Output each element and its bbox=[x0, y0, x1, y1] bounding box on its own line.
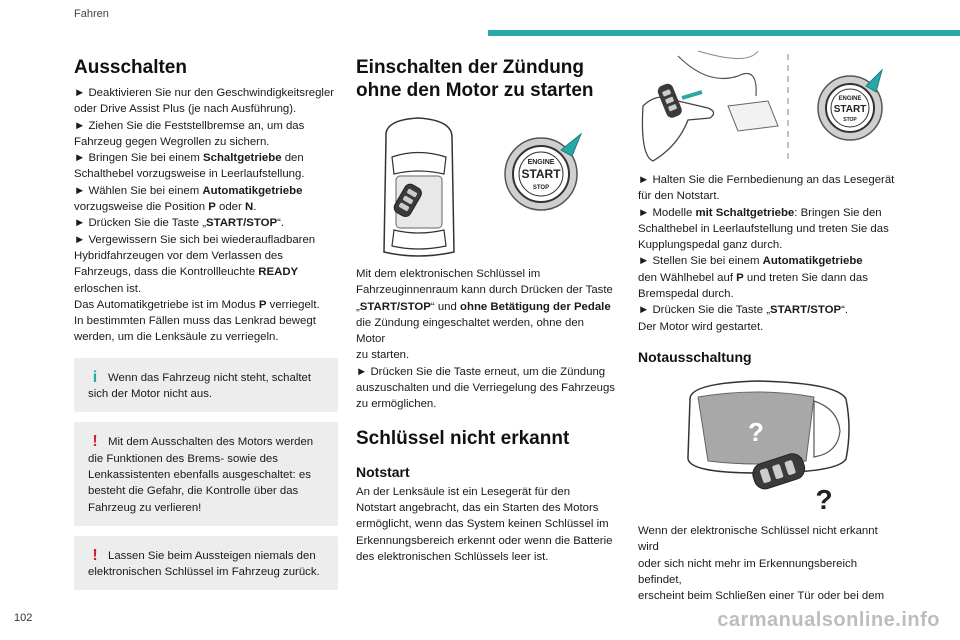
text-line: ► Modelle mit Schaltgetriebe: Bringen Sie den bbox=[638, 206, 882, 219]
text-line: oder Drive Assist Plus (je nach Ausführung). bbox=[74, 103, 297, 116]
heading-notstart: Notstart bbox=[356, 463, 410, 480]
text-line: Schalthebel vorzugsweise in Leerlaufstellung. bbox=[74, 168, 305, 181]
text-line: ► Vergewissern Sie sich bei wiederaufladbaren bbox=[74, 233, 316, 246]
heading-zuendung: Einschalten der Zündung ohne den Motor zu starten bbox=[356, 57, 594, 101]
heading-schluessel-nicht-erkannt: Schlüssel nicht erkannt bbox=[356, 427, 570, 449]
svg-text:STOP: STOP bbox=[843, 117, 857, 123]
section-title: Fahren bbox=[74, 8, 109, 20]
text-line: ermöglicht, wenn das System keinen Schlüssel im bbox=[356, 518, 609, 531]
text-line: erscheint beim Schließen einer Tür oder bei dem bbox=[638, 590, 885, 603]
car-question-icon bbox=[638, 369, 900, 519]
svg-text:START: START bbox=[521, 167, 561, 181]
warning-icon: ! bbox=[92, 433, 98, 451]
text-line: werden, um die Lenksäule zu verriegeln. bbox=[74, 331, 279, 344]
warning-note-text: Mit dem Ausschalten des Motors werden die Funktionen des Brems- sowie des Lenkassistenten ebenfalls ausgeschaltet: es besteht die Gefahr, die Kontrolle über das Fahrzeug zu verlieren! bbox=[88, 436, 314, 514]
emergency-start-illustration bbox=[638, 46, 900, 168]
text-line: ► Drücken Sie die Taste erneut, um die Zündung bbox=[356, 365, 606, 378]
warning-icon: ! bbox=[92, 546, 98, 564]
text-line: den Wählhebel auf P und treten Sie dann das bbox=[638, 271, 868, 284]
text-line: ► Wählen Sie bei einem Automatikgetriebe bbox=[74, 184, 303, 197]
heading-ausschalten: Ausschalten bbox=[74, 57, 187, 78]
text-line: zu starten. bbox=[356, 349, 410, 362]
column-ausschalten bbox=[74, 56, 338, 590]
text-line: Fahrzeugs, dass die Kontrollleuchte READY bbox=[74, 266, 299, 279]
text-line: Mit dem elektronischen Schlüssel im bbox=[356, 268, 541, 280]
svg-text:?: ? bbox=[815, 483, 833, 515]
notausschaltung-text bbox=[638, 523, 900, 604]
svg-text:ENGINE: ENGINE bbox=[838, 96, 862, 102]
text-line: erloschen ist. bbox=[74, 282, 142, 295]
text-line: ► Ziehen Sie die Feststellbremse an, um das bbox=[74, 119, 305, 132]
key-not-detected-illustration bbox=[638, 369, 900, 519]
car-top-view-icon bbox=[356, 112, 616, 262]
ausschalten-text bbox=[74, 85, 338, 346]
car-key-illustration bbox=[356, 112, 616, 262]
text-line: ► Deaktivieren Sie nur den Geschwindigkeitsregler bbox=[74, 87, 335, 99]
text-line: vorzugsweise die Position P oder N. bbox=[74, 201, 257, 214]
zuendung-text bbox=[356, 266, 616, 413]
text-line: oder sich nicht mehr im Erkennungsbereich befindet, bbox=[638, 557, 858, 586]
text-line: Bremspedal durch. bbox=[638, 288, 734, 301]
text-line: Der Motor wird gestartet. bbox=[638, 320, 764, 333]
info-note-text: Wenn das Fahrzeug nicht steht, schaltet sich der Motor nicht aus. bbox=[88, 371, 312, 401]
notstart-text bbox=[356, 484, 616, 565]
text-line: ► Bringen Sie bei einem Schaltgetriebe den bbox=[74, 152, 304, 165]
text-line: Hybridfahrzeugen vor dem Verlassen des bbox=[74, 249, 283, 262]
warning-note bbox=[74, 422, 338, 525]
column-zuendung bbox=[356, 56, 616, 565]
svg-text:STOP: STOP bbox=[532, 185, 550, 191]
text-line: Schalthebel in Leerlaufstellung und treten Sie das bbox=[638, 222, 889, 235]
warning-note bbox=[74, 536, 338, 591]
text-line: ► Halten Sie die Fernbedienung an das Lesegerät bbox=[638, 174, 895, 186]
text-line: ► Drücken Sie die Taste „START/STOP“. bbox=[638, 304, 849, 317]
notstart-steps bbox=[638, 172, 900, 335]
text-line: für den Notstart. bbox=[638, 190, 720, 203]
text-line: auszuschalten und die Verriegelung des Fahrzeugs bbox=[356, 382, 615, 395]
svg-text:?: ? bbox=[748, 416, 764, 447]
text-line: die Zündung eingeschaltet werden, ohne den Motor bbox=[356, 316, 584, 346]
text-line: Notstart angebracht, das ein Starten des Motors bbox=[356, 501, 599, 514]
page-number: 102 bbox=[14, 612, 33, 624]
header-accent-bar bbox=[488, 30, 960, 36]
text-line: In bestimmten Fällen muss das Lenkrad bewegt bbox=[74, 315, 316, 328]
text-line: ► Drücken Sie die Taste „START/STOP“. bbox=[74, 217, 285, 230]
text-line: Wenn der elektronische Schlüssel nicht erkannt wird bbox=[638, 524, 878, 554]
watermark: carmanualsonline.info bbox=[717, 609, 940, 631]
info-icon: i bbox=[92, 368, 98, 386]
text-line: ► Stellen Sie bei einem Automatikgetriebe bbox=[638, 255, 863, 268]
info-note bbox=[74, 358, 338, 413]
text-line: Erkennungsbereich erkennt oder wenn die Batterie bbox=[356, 534, 613, 547]
text-line: des elektronischen Schlüssels leer ist. bbox=[356, 550, 549, 563]
column-notstart bbox=[638, 46, 900, 604]
heading-notausschaltung: Notausschaltung bbox=[638, 348, 752, 365]
text-line: Das Automatikgetriebe ist im Modus P verriegelt. bbox=[74, 298, 320, 311]
svg-text:ENGINE: ENGINE bbox=[527, 159, 555, 166]
text-line: zu ermöglichen. bbox=[356, 398, 437, 411]
key-reader-icon bbox=[638, 46, 900, 168]
text-line: An der Lenksäule ist ein Lesegerät für den bbox=[356, 485, 571, 498]
text-line: „START/STOP“ und ohne Betätigung der Pedale bbox=[356, 300, 611, 313]
text-line: Kupplungspedal ganz durch. bbox=[638, 239, 783, 252]
text-line: Fahrzeuginnenraum kann durch Drücken der Taste bbox=[356, 284, 613, 297]
text-line: Fahrzeug gegen Wegrollen zu sichern. bbox=[74, 135, 270, 148]
warning-note-text: Lassen Sie beim Aussteigen niemals den elektronischen Schlüssel im Fahrzeug zurück. bbox=[88, 549, 320, 579]
svg-text:START: START bbox=[833, 104, 867, 115]
